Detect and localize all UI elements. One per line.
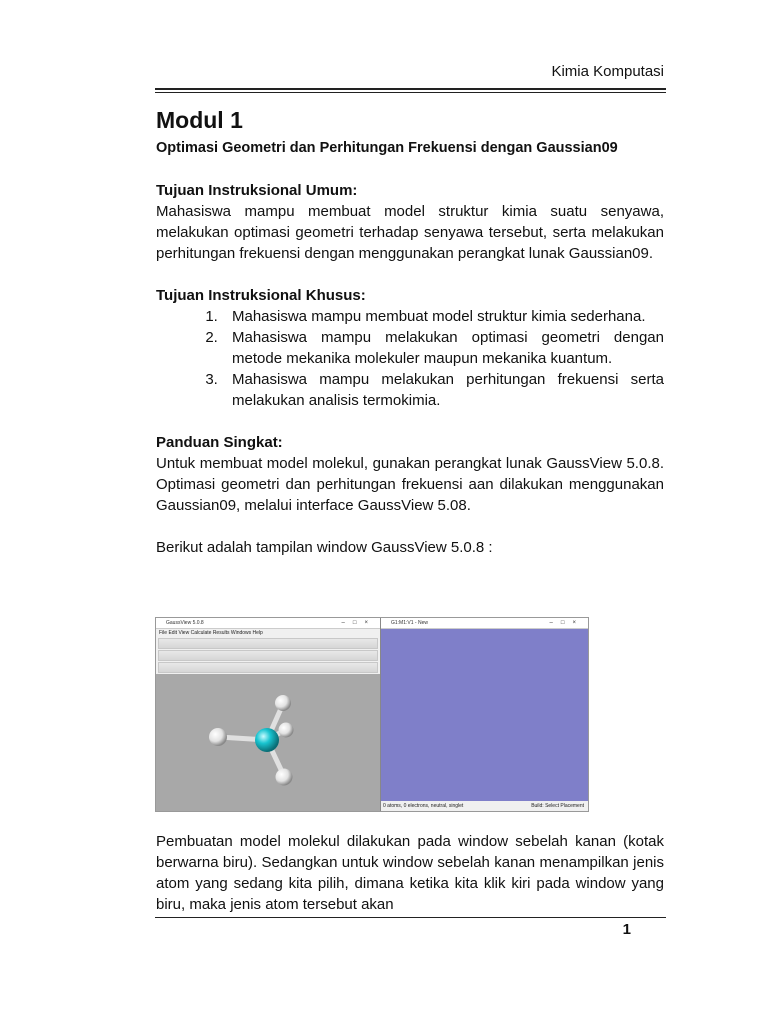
builder-window-title: G1:M1:V1 - New	[391, 620, 428, 626]
module-subtitle: Optimasi Geometri dan Perhitungan Frekuensi dengan Gaussian09	[156, 140, 618, 156]
main-toolbar-row-1	[158, 638, 378, 649]
document-body	[156, 106, 664, 558]
after-figure-paragraph: Pembuatan model molekul dilakukan pada window sebelah kanan (kotak berwarna biru). Sedangkan untuk window sebelah kanan menampilkan jenis atom yang sedang kita pilih, dimana ketika kita klik kiri pada window yang biru, maka jenis atom tersebut akan	[156, 833, 664, 913]
tik-item-1: 1. Mahasiswa mampu membuat model struktur kimia sederhana.	[222, 306, 664, 327]
tik-heading: Tujuan Instruksional Khusus:	[156, 287, 366, 304]
hydrogen-atom	[279, 723, 294, 738]
panduan-body: Untuk membuat model molekul, gunakan perangkat lunak GaussView 5.0.8. Optimasi geometri dan perhitungan frekuensi aan dilakukan menggunakan Gaussian09, melalui interface GaussView 5.08.	[156, 455, 664, 514]
main-window-title: GaussView 5.0.8	[166, 620, 204, 626]
window-controls-icon: –□×	[341, 620, 376, 626]
main-toolbar-row-2	[158, 650, 378, 661]
gaussview-builder-window	[381, 618, 588, 811]
methane-model	[156, 674, 380, 811]
header-rule-thick	[155, 88, 666, 90]
main-window-titlebar	[156, 618, 380, 629]
panduan-heading: Panduan Singkat:	[156, 434, 283, 451]
tiu-body: Mahasiswa mampu membuat model struktur kimia suatu senyawa, melakukan optimasi geometri terhadap senyawa tersebut, serta melakukan perhitungan frekuensi dengan menggunakan perangkat lunak Gaussian09.	[156, 203, 664, 262]
window-controls-icon: –□×	[549, 620, 584, 626]
tiu-heading: Tujuan Instruksional Umum:	[156, 182, 358, 199]
gaussview-main-window	[156, 618, 381, 811]
builder-window-titlebar	[381, 618, 588, 629]
figure-caption: Berikut adalah tampilan window GaussView 5.0.8 :	[156, 539, 493, 556]
fragment-viewport	[156, 674, 380, 811]
after-figure-body	[156, 831, 664, 915]
status-mode: Build: Select Placement	[531, 803, 584, 809]
page-number: 1	[622, 921, 631, 938]
footer-rule	[155, 917, 666, 918]
hydrogen-atom	[209, 728, 227, 746]
builder-canvas	[381, 629, 588, 801]
gaussview-screenshot	[155, 617, 589, 812]
hydrogen-atom	[276, 769, 293, 786]
hydrogen-atom	[275, 695, 291, 711]
tik-list	[156, 306, 664, 411]
tik-item-2: 2. Mahasiswa mampu melakukan optimasi geometri dengan metode mekanika molekuler maupun mekanika kuantum.	[222, 327, 664, 369]
header-title: Kimia Komputasi	[551, 63, 664, 80]
status-atoms: 0 atoms, 0 electrons, neutral, singlet	[383, 803, 464, 809]
module-title: Modul 1	[156, 107, 243, 133]
main-toolbar-row-3	[158, 662, 378, 673]
main-window-menubar: File Edit View Calculate Results Windows Help	[159, 630, 263, 636]
builder-statusbar	[381, 801, 588, 811]
carbon-atom	[255, 728, 279, 752]
header-rule-thin	[155, 92, 666, 93]
tik-item-3: 3. Mahasiswa mampu melakukan perhitungan frekuensi serta melakukan analisis termokimia.	[222, 369, 664, 411]
